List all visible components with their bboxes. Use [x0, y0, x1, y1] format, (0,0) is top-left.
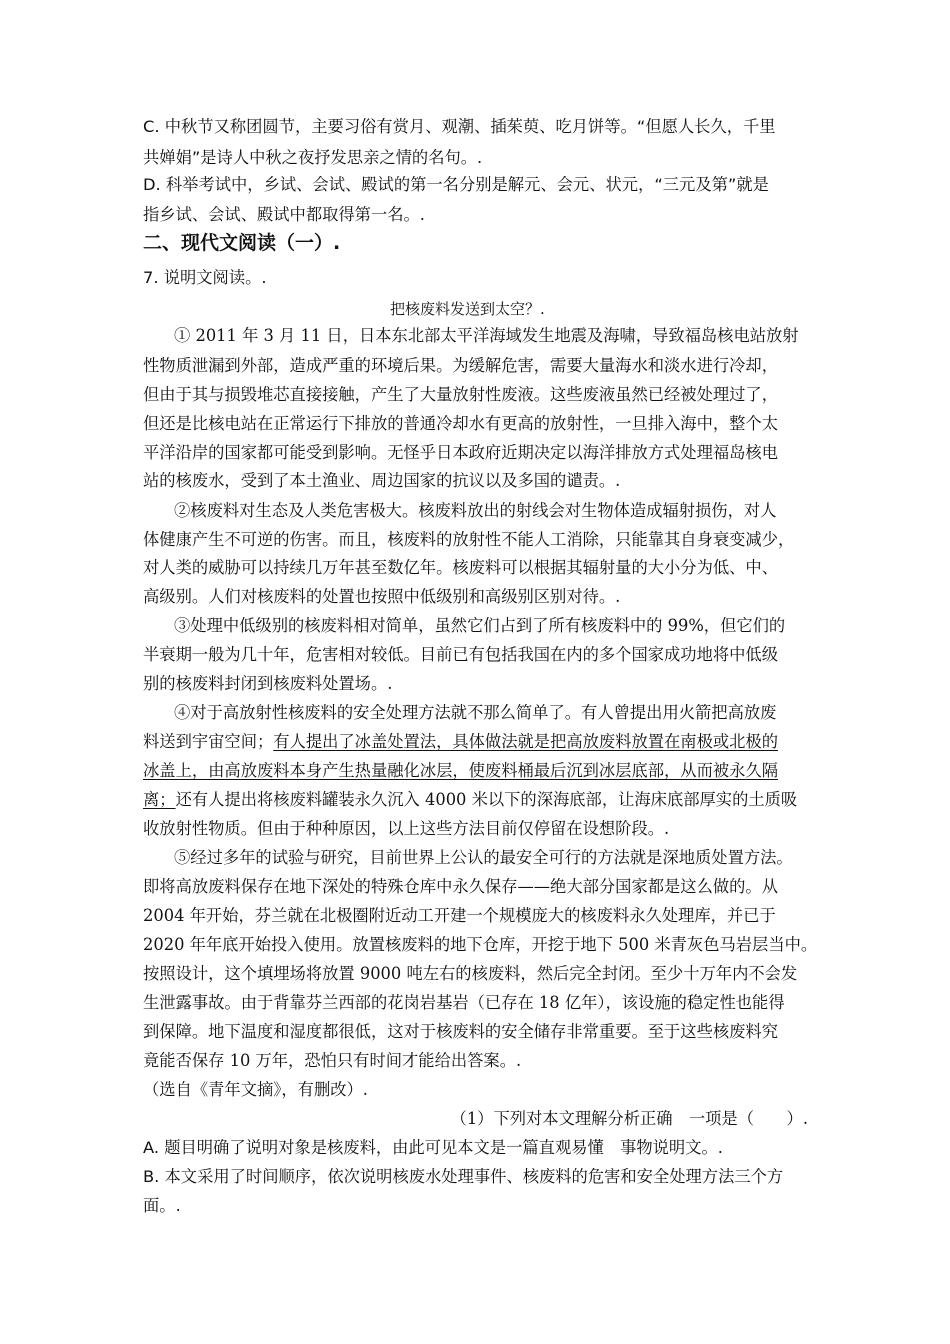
paragraph-4-line-4-rest: 还有人提出将核废料罐装永久沉入 4000 米以下的深海底部，让海床底部厚实的土质吸 [175, 790, 798, 809]
option-c-line-1: C. 中秋节又称团圆节，主要习俗有赏月、观潮、插茱萸、吃月饼等。“但愿人长久，千里 [143, 117, 776, 136]
underlined-sentence-start: 有人提出了冰盖处置法，具体做法就是把高放废料放置在南极或北极的 [273, 732, 778, 751]
section-heading: 二、现代文阅读（一）. [143, 232, 341, 254]
paragraph-1-line-2: 性物质泄漏到外部，造成严重的环境后果。为缓解危害，需要大量海水和淡水进行冷却， [143, 356, 778, 375]
article-title: 把核废料发送到太空？. [390, 300, 545, 318]
paragraph-4-line-2 [143, 731, 778, 753]
paragraph-4-line-5: 收放射性物质。但由于种种原因，以上这些方法目前仅停留在设想阶段。. [143, 819, 670, 838]
paragraph-1-line-4: 但还是比核电站在正常运行下排放的普通冷却水有更高的放射性，一旦排入海中，整个太 [143, 414, 778, 433]
paragraph-2-line-3: 对人类的威胁可以持续几万年甚至数亿年。核废料可以根据其辐射量的大小分为低、中、 [143, 558, 778, 577]
source-note: （1）下列对本文理解分析正确 一项是（ ）. [450, 1109, 808, 1128]
paragraph-5-line-3: 2004 年开始，芬兰就在北极圈附近动工开建一个规模庞大的核废料永久处理库，并已于 [143, 906, 776, 925]
paragraph-2-line-4: 高级别。人们对核废料的处置也按照中低级别和高级别区别对待。. [143, 587, 621, 606]
paragraph-5-line-7: 到保障。地下温度和湿度都很低，这对于核废料的安全储存非常重要。至于这些核废料究 [143, 1022, 778, 1041]
option-a: B. 本文采用了时间顺序，依次说明核废水处理事件、核废料的危害和安全处理方法三个方 [143, 1167, 784, 1186]
question-7-label: 7. 说明文阅读。. [143, 268, 267, 287]
underlined-sentence-end: 离； [143, 790, 176, 809]
option-d-line-2: 指乡试、会试、殿试中都取得第一名。. [143, 205, 425, 224]
paragraph-5-line-1: ⑤经过多年的试验与研究，目前世界上公认的最安全可行的方法就是深地质处置方法。 [174, 848, 793, 867]
paragraph-5-line-5: 按照设计，这个填埋场将放置 9000 吨左右的核废料，然后完全封闭。至少十万年内不会发 [143, 964, 798, 983]
paragraph-2-line-2: 体健康产生不可逆的伤害。而且，核废料的放射性不能人工消除，只能靠其自身衰变减少， [143, 530, 795, 549]
paragraph-5-line-2: 即将高放废料保存在地下深处的特殊仓库中永久保存——绝大部分国家都是这么做的。从 [143, 877, 778, 896]
paragraph-1-line-1: ① 2011 年 3 月 11 日，日本东北部太平洋海域发生地震及海啸，导致福岛核电站放射 [174, 326, 799, 345]
option-d-line-1: D. 科举考试中，乡试、会试、殿试的第一名分别是解元、会元、状元，“三元及第”就是 [143, 175, 769, 194]
paragraph-2-line-1: ②核废料对生态及人类危害极大。核废料放出的射线会对生物体造成辐射损伤，对人 [174, 501, 777, 520]
paragraph-4-line-1: ④对于高放射性核废料的安全处理方法就不那么简单了。有人曾提出用火箭把高放废 [174, 703, 777, 722]
paragraph-1-line-3: 但由于其与损毁堆芯直接接触，产生了大量放射性废液。这些废液虽然已经被处理过了， [143, 385, 778, 404]
paragraph-4-line-4 [143, 789, 797, 811]
paragraph-5-line-4: 2020 年年底开始投入使用。放置核废料的地下仓库，开挖于地下 500 米青灰色马岩层当中。 [143, 935, 818, 954]
paragraph-3-line-2: 半衰期一般为几十年，危害相对较低。目前已有包括我国在内的多个国家成功地将中低级 [143, 645, 778, 664]
paragraph-3-line-1: ③处理中低级别的核废料相对简单，虽然它们占到了所有核废料中的 99%，但它们的 [174, 616, 786, 635]
paragraph-5-line-8: 竟能否保存 10 万年，恐怕只有时间才能给出答案。. [143, 1051, 522, 1070]
paragraph-4-line-2-lead: 料送到宇宙空间； [143, 732, 274, 751]
paragraph-1-line-5: 平洋沿岸的国家都可能受到影响。无怪乎日本政府近期决定以海洋排放方式处理福岛核电 [143, 443, 778, 462]
underlined-sentence-middle: 冰盖上，由高放废料本身产生热量融化冰层，使废料桶最后沉到冰层底部，从而被永久隔 [143, 761, 778, 780]
paragraph-1-line-6: 站的核废水，受到了本土渔业、周边国家的抗议以及多国的谴责。. [143, 471, 621, 490]
sub-question-1: A. 题目明确了说明对象是核废料，由此可见本文是一篇直观易懂 事物说明文。. [143, 1138, 723, 1157]
option-b-line-1: 面。. [143, 1196, 181, 1215]
paragraph-5-line-6: 生泄露事故。由于背靠芬兰西部的花岗岩基岩（已存在 18 亿年），该设施的稳定性也能得 [143, 993, 785, 1012]
paragraph-5-line-9: （选自《青年文摘》，有删改）. [143, 1080, 368, 1099]
paragraph-3-line-3: 别的核废料封闭到核废料处置场。. [143, 674, 393, 693]
option-c-line-2: 共婵娟”是诗人中秋之夜抒发思亲之情的名句。. [143, 148, 483, 167]
